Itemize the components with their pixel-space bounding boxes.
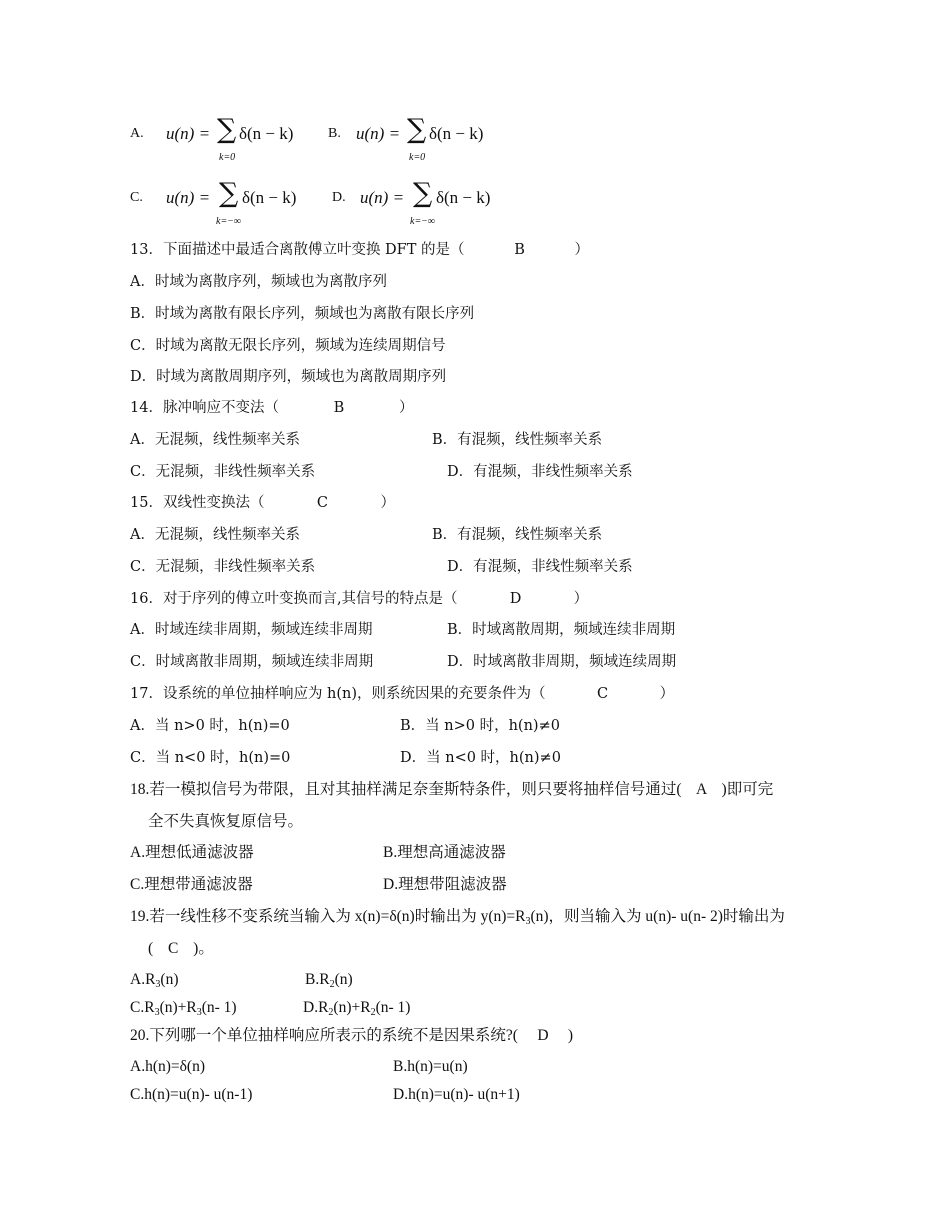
q16-option-b: B．时域离散周期，频域连续非周期 (447, 622, 676, 638)
q13-option-a: A．时域为离散序列，频域也为离散序列 (130, 274, 387, 290)
subscript: 2 (329, 979, 335, 990)
formula-term: δ(n − k) (429, 124, 484, 143)
q17-option-a: A．当 n>0 时，h(n)=0 (130, 718, 290, 734)
q18-stem (130, 780, 773, 800)
formula-lhs: u(n) = (356, 124, 401, 143)
question-tail: )即可完 (721, 781, 774, 798)
option-text: C.R (130, 999, 155, 1016)
q13-option-d: D．时域为离散周期序列，频域也为离散周期序列 (130, 369, 447, 385)
q12-option-a (130, 114, 320, 186)
formula-term: δ(n − k) (242, 188, 297, 207)
q19-option-b (305, 970, 353, 990)
option-text-cont: (n) (334, 971, 353, 988)
bracket-close: ） (574, 242, 590, 258)
bracket-close: ） (573, 591, 589, 607)
option-label: A. (130, 126, 144, 141)
answer: D (509, 591, 522, 607)
question-text: 17．设系统的单位抽样响应为 h(n)，则系统因果的充要条件为（ (130, 686, 546, 702)
q14-option-c: C．无混频，非线性频率关系 (130, 464, 316, 480)
q19-option-d (303, 998, 410, 1018)
option-text: D.R (303, 999, 329, 1016)
q20-stem (130, 1026, 573, 1046)
subscript: 2 (370, 1007, 376, 1018)
answer: B (333, 400, 345, 416)
q16-option-a: A．时域连续非周期，频域连续非周期 (130, 622, 373, 638)
question-text: 15．双线性变换法（ (130, 495, 265, 511)
answer: C (597, 686, 609, 702)
q19-stem (130, 907, 785, 927)
option-text-cont: (n) (160, 971, 179, 988)
bracket-open: ( (148, 940, 154, 957)
subscript: 2 (328, 1007, 334, 1018)
q13-option-b: B．时域为离散有限长序列，频域也为离散有限长序列 (130, 306, 475, 322)
question-text: 18.若一模拟信号为带限，且对其抽样满足奈奎斯特条件，则只要将抽样信号通过( (130, 781, 682, 798)
q17-option-b: B．当 n>0 时，h(n)≠0 (400, 718, 560, 734)
sigma-symbol: ∑ (413, 178, 433, 209)
q16-option-c: C．时域离散非周期，频域连续非周期 (130, 654, 374, 670)
option-label: D. (332, 190, 346, 205)
sigma-subscript: k=−∞ (410, 216, 436, 227)
q17-option-d: D．当 n<0 时，h(n)≠0 (400, 750, 561, 766)
q18-option-c: C.理想带通滤波器 (130, 876, 253, 893)
option-text-end: (n- 1) (201, 999, 237, 1016)
question-text: 16．对于序列的傅立叶变换而言,其信号的特点是（ (130, 591, 458, 607)
question-text: 20.下列哪一个单位抽样响应所表示的系统不是因果系统?( (130, 1027, 518, 1044)
question-text: 13．下面描述中最适合离散傅立叶变换 DFT 的是（ (130, 242, 465, 258)
question-text-cont: (n)，则当输入为 u(n)- u(n- 2)时输出为 (530, 908, 785, 925)
answer: D (537, 1027, 549, 1044)
sigma-symbol: ∑ (219, 178, 239, 209)
q20-option-a: A.h(n)=δ(n) (130, 1058, 206, 1075)
q15-option-c: C．无混频，非线性频率关系 (130, 559, 316, 575)
q17-option-c: C．当 n<0 时，h(n)=0 (130, 750, 291, 766)
formula-term: δ(n − k) (436, 188, 491, 207)
q20-option-b: B.h(n)=u(n) (393, 1058, 468, 1075)
subscript: 3 (154, 1007, 160, 1018)
formula-lhs: u(n) = (166, 188, 211, 207)
bracket-close: ） (398, 400, 414, 416)
q14-stem (130, 398, 413, 418)
q14-option-d: D．有混频，非线性频率关系 (447, 464, 633, 480)
q15-stem (130, 493, 395, 513)
sigma-symbol: ∑ (407, 114, 427, 145)
q19-option-a (130, 970, 179, 990)
bracket-close: ) (567, 1027, 574, 1044)
q15-option-a: A．无混频，线性频率关系 (130, 527, 300, 543)
answer: B (514, 242, 525, 258)
sigma-subscript: k=0 (219, 152, 236, 163)
subscript: 3 (155, 979, 161, 990)
subscript: 3 (525, 916, 531, 927)
q17-stem (130, 684, 674, 704)
formula-lhs: u(n) = (166, 124, 211, 143)
formula-term: δ(n − k) (239, 124, 294, 143)
q16-option-d: D．时域离散非周期，频域连续周期 (447, 654, 677, 670)
q20-option-c: C.h(n)=u(n)- u(n-1) (130, 1086, 253, 1103)
answer: A (695, 781, 708, 798)
bracket-close: ） (659, 686, 675, 702)
formula-lhs: u(n) = (360, 188, 405, 207)
q18-option-b: B.理想高通滤波器 (383, 844, 506, 861)
q18-option-d: D.理想带阻滤波器 (383, 876, 507, 893)
option-label: B. (328, 126, 341, 141)
sigma-symbol: ∑ (217, 114, 237, 145)
q15-option-d: D．有混频，非线性频率关系 (447, 559, 633, 575)
answer: C (316, 495, 328, 511)
q13-option-c: C．时域为离散无限长序列，频域为连续周期信号 (130, 338, 446, 354)
option-label: C. (130, 190, 143, 205)
q16-stem (130, 589, 588, 609)
option-text-cont: (n)+R (333, 999, 371, 1016)
question-text: 19.若一线性移不变系统当输入为 x(n)=δ(n)时输出为 y(n)=R (130, 908, 526, 925)
q12-option-b (328, 114, 518, 186)
option-text-end: (n- 1) (375, 999, 411, 1016)
option-text-cont: (n)+R (159, 999, 197, 1016)
q15-option-b: B．有混频，线性频率关系 (432, 527, 603, 543)
q14-option-b: B．有混频，线性频率关系 (432, 432, 603, 448)
question-text: 14．脉冲响应不变法（ (130, 400, 279, 416)
q18-stem-line2: 全不失真恢复原信号。 (148, 813, 304, 830)
q13-stem (130, 240, 589, 260)
sigma-subscript: k=0 (409, 152, 426, 163)
subscript: 3 (196, 1007, 202, 1018)
sigma-subscript: k=−∞ (216, 216, 242, 227)
q20-option-d: D.h(n)=u(n)- u(n+1) (393, 1086, 520, 1103)
bracket-close: ） (380, 495, 395, 511)
q19-option-c (130, 998, 237, 1018)
q18-option-a: A.理想低通滤波器 (130, 844, 254, 861)
option-text: B.R (305, 971, 330, 988)
q19-stem-line2 (148, 939, 214, 959)
q14-option-a: A．无混频，线性频率关系 (130, 432, 300, 448)
bracket-close: )。 (193, 940, 214, 957)
option-text: A.R (130, 971, 156, 988)
answer: C (168, 940, 179, 957)
